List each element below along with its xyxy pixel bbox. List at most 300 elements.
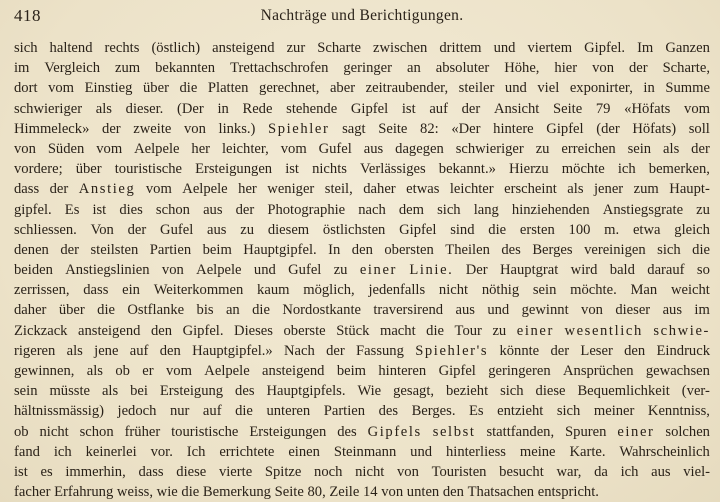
word: der	[550, 342, 570, 359]
word: jene	[94, 342, 119, 359]
word: unteren	[266, 403, 311, 420]
word: wesentlich	[564, 322, 643, 339]
word: vom	[96, 140, 123, 157]
word: einer	[359, 262, 397, 279]
word: zu	[240, 221, 255, 238]
word: zwischen	[373, 40, 428, 56]
word: nicht	[355, 463, 385, 480]
word: Gipfel	[350, 100, 389, 117]
word: ich	[617, 161, 636, 178]
word: nach	[358, 201, 386, 218]
word: sind	[450, 221, 475, 238]
word: besucht	[499, 463, 544, 480]
word: aus	[203, 201, 223, 218]
word: bezieht	[445, 383, 489, 400]
word: früher	[124, 423, 161, 440]
word: Bemerkung	[202, 484, 275, 501]
text-line	[14, 280, 710, 300]
word: über	[58, 302, 85, 319]
text-line	[14, 159, 710, 179]
word: vom	[48, 80, 75, 97]
word: und	[504, 80, 527, 97]
word: zu	[492, 322, 507, 339]
word: hintere	[493, 120, 534, 137]
word: zur	[286, 40, 306, 56]
word: der	[235, 201, 255, 218]
word: Es	[64, 201, 80, 218]
word: sich	[500, 383, 524, 400]
word: vor.	[150, 443, 173, 460]
word: nicht	[39, 423, 69, 440]
word: obersten	[384, 241, 434, 258]
word: der	[49, 181, 69, 198]
word: her	[238, 181, 257, 198]
word: Summe	[665, 80, 710, 97]
word: als	[66, 342, 83, 359]
word: möglich,	[303, 282, 355, 299]
word: schon	[79, 423, 114, 440]
word: steilsten	[90, 241, 139, 258]
word: bekannten	[155, 60, 216, 77]
word: Seite	[553, 100, 583, 117]
word: Linie.	[409, 262, 454, 279]
word: Bequemlichkeit	[577, 383, 670, 400]
word: Einstieg	[84, 80, 133, 97]
word: sein	[532, 282, 557, 299]
word: keinerlei	[85, 443, 137, 460]
word: auf	[129, 342, 149, 359]
word: an	[225, 302, 240, 319]
text-line	[14, 381, 710, 401]
word: Aelpele	[134, 140, 180, 157]
word: facher	[14, 484, 55, 501]
word: Hauptgipfels.	[266, 383, 346, 400]
word: bis	[196, 302, 214, 319]
word: Touristen	[431, 463, 487, 480]
word: weniger	[267, 181, 315, 198]
word: Ich	[186, 443, 206, 460]
word: daher	[363, 181, 396, 198]
word: aus	[363, 140, 384, 157]
word: Platten	[207, 80, 249, 97]
word: 80,	[307, 484, 330, 501]
word: dass	[14, 181, 40, 198]
word: Seite	[378, 120, 408, 137]
word: Photographie	[267, 201, 346, 218]
word: rechts	[104, 40, 140, 56]
word: schwieriger	[14, 100, 83, 117]
word: kaum	[257, 282, 290, 299]
word: Gufel	[288, 262, 322, 279]
word: des	[501, 241, 521, 258]
word: Gipfel	[438, 363, 476, 379]
word: steiler	[458, 80, 495, 97]
word: hältnissmässig)	[14, 403, 104, 420]
word: den	[159, 342, 181, 359]
word: diese	[176, 463, 207, 480]
word: hinteren	[378, 363, 427, 379]
word: gewinnen,	[14, 363, 75, 379]
word: zweite	[133, 120, 172, 137]
word: Gipfels	[367, 423, 422, 440]
word: als	[101, 383, 119, 400]
word: diese	[535, 383, 566, 400]
page-header	[14, 6, 710, 32]
word: Berges.	[411, 403, 456, 420]
word: einen	[288, 443, 320, 460]
text-line	[14, 220, 710, 240]
word: möchte	[561, 161, 605, 178]
word: sich	[14, 40, 38, 56]
word: ansteigend	[78, 322, 141, 339]
word: Partien	[323, 403, 366, 420]
text-line	[14, 300, 710, 320]
word: Süden	[47, 140, 85, 157]
word: aus	[207, 221, 227, 238]
word: des	[337, 423, 357, 440]
word: Scharte,	[662, 60, 710, 77]
word: selbst	[432, 423, 476, 440]
word: Zeile	[329, 484, 363, 501]
word: soll	[688, 120, 710, 137]
word: etwa	[632, 221, 661, 238]
word: zeitraubender,	[365, 80, 449, 97]
word: den	[351, 241, 373, 258]
word: nicht	[438, 282, 469, 299]
word: etwas	[406, 181, 440, 198]
word: Aelpele	[182, 181, 228, 198]
word: exponirter,	[569, 80, 633, 97]
word: in	[643, 80, 655, 97]
word: Berges	[532, 241, 573, 258]
word: ersten	[519, 221, 555, 238]
word: Spiehler's	[415, 342, 489, 359]
word: gerechnet,	[259, 80, 320, 97]
word: nur	[169, 403, 190, 420]
word: sein	[627, 140, 652, 157]
word: weiss,	[116, 484, 157, 501]
word: bei	[130, 383, 148, 400]
word: hinterliess	[445, 443, 506, 460]
word: Höfats)	[632, 120, 677, 137]
word: zu	[696, 201, 710, 218]
word: den	[624, 342, 646, 359]
word: Ersteigung	[159, 383, 224, 400]
word: von	[14, 140, 36, 157]
word: der	[628, 60, 648, 77]
word: noch	[314, 463, 343, 480]
word: leichter	[449, 181, 494, 198]
word: (der	[596, 120, 620, 137]
text-line	[14, 321, 710, 341]
word: stehende	[286, 100, 338, 117]
word: zu	[535, 140, 550, 157]
word: er	[142, 363, 154, 379]
word: viertem	[527, 40, 573, 56]
word: von	[581, 302, 603, 319]
word: 14	[363, 484, 382, 501]
word: immerhin,	[65, 463, 126, 480]
word: die	[97, 302, 115, 319]
word: der	[60, 241, 79, 258]
word: sein	[14, 383, 38, 400]
word: Weiterkommen	[153, 282, 244, 299]
word: Hauptgrat	[499, 262, 559, 279]
word: vom	[165, 363, 192, 379]
running-title: Nachträge und Berichtigungen.	[260, 7, 464, 24]
word: nöthig	[481, 282, 520, 299]
text-line	[14, 38, 710, 58]
word: stattfanden,	[486, 423, 555, 440]
word: Trettachschrofen	[230, 60, 329, 77]
word: wie	[156, 484, 182, 501]
word: ist	[92, 201, 107, 218]
word: Seite	[274, 484, 308, 501]
word: dass	[138, 463, 164, 480]
word: ich	[620, 463, 639, 480]
word: Gipfel	[546, 120, 584, 137]
word: (ver-	[681, 383, 710, 400]
word: zu	[333, 262, 348, 279]
word: Spitze	[264, 463, 302, 480]
word: beim	[336, 363, 367, 379]
word: (östlich)	[151, 40, 201, 56]
word: Ansicht	[493, 100, 540, 117]
word: entspricht.	[537, 484, 599, 501]
word: schwieriger	[455, 140, 524, 157]
text-line	[14, 139, 710, 159]
word: dieser	[615, 302, 651, 319]
word: ein	[122, 282, 140, 299]
page-number: 418	[14, 6, 41, 25]
word: hinziehenden	[511, 201, 590, 218]
text-line	[14, 361, 710, 381]
word: bekannt.»	[438, 161, 496, 178]
text-line	[14, 260, 710, 280]
word: weicht	[670, 282, 710, 299]
word: so	[696, 262, 710, 279]
word: der	[691, 140, 710, 157]
word: die	[235, 403, 253, 420]
word: gleich	[674, 221, 710, 238]
word: 82:	[420, 120, 439, 137]
word: 100	[568, 221, 591, 238]
word: fand	[14, 443, 40, 460]
word: meiner	[593, 403, 635, 420]
word: Man	[630, 282, 658, 299]
word: vordere;	[14, 161, 63, 178]
word: Anstiegslinien	[65, 262, 150, 279]
word: den	[150, 322, 173, 339]
word: als	[86, 363, 103, 379]
word: der	[102, 120, 121, 137]
word: daher	[14, 302, 47, 319]
word: von	[184, 120, 206, 137]
word: in	[217, 100, 229, 117]
word: dieser.	[125, 100, 164, 117]
word: gesagt,	[393, 383, 435, 400]
word: lang	[473, 201, 499, 218]
word: aus	[662, 302, 683, 319]
word: gewachsen	[645, 363, 710, 379]
word: hier	[554, 60, 578, 77]
word: Von	[90, 221, 114, 238]
text-line	[14, 119, 710, 139]
word: auf	[202, 403, 222, 420]
word: ob	[14, 423, 29, 440]
text-line	[14, 58, 710, 78]
word: Steinmann	[333, 443, 397, 460]
word: Gufel	[318, 140, 352, 157]
word: die	[179, 80, 198, 97]
word: Aelpele	[204, 363, 250, 379]
word: wird	[570, 262, 598, 279]
word: ist	[401, 100, 416, 117]
word: Gipfel.	[584, 40, 626, 56]
word: ich	[53, 443, 72, 460]
word: ansteigend	[212, 40, 275, 56]
word: an	[406, 60, 421, 77]
word: Anstiegsgrate	[602, 201, 684, 218]
word: könnte	[499, 342, 540, 359]
word: Himmeleck»	[14, 120, 90, 137]
word: vom	[280, 140, 307, 157]
word: schliessen.	[14, 221, 77, 238]
word: Tour	[454, 322, 482, 339]
word: von	[592, 60, 614, 77]
word: auf	[429, 100, 448, 117]
word: Thatsachen	[467, 484, 538, 501]
word: Rede	[242, 100, 273, 117]
word: ist	[14, 463, 28, 480]
text-line	[14, 442, 710, 462]
word: Ansprüchen	[562, 363, 634, 379]
word: den	[442, 484, 468, 501]
word: Kenntniss,	[647, 403, 710, 420]
word: schwie-	[653, 322, 710, 339]
word: geringer	[343, 60, 392, 77]
word: ob	[115, 363, 130, 379]
word: Der	[465, 262, 488, 279]
word: war,	[556, 463, 582, 480]
word: von	[161, 262, 184, 279]
word: viel-	[683, 463, 710, 480]
word: der	[326, 342, 345, 359]
word: zum	[115, 60, 141, 77]
text-line	[14, 482, 710, 502]
word: Spuren	[565, 423, 607, 440]
word: sich	[437, 201, 461, 218]
word: aber	[329, 80, 356, 97]
word: sagt	[342, 120, 366, 137]
word: Nach	[284, 342, 315, 359]
body-text	[14, 38, 710, 502]
word: Zickzack	[14, 322, 68, 339]
word: Anstieg	[78, 181, 136, 198]
word: die	[488, 221, 507, 238]
word: aus	[455, 302, 475, 319]
word: viel	[537, 80, 560, 97]
word: sich	[556, 403, 581, 420]
word: dort	[14, 80, 38, 97]
word: und	[253, 262, 276, 279]
word: im	[14, 60, 30, 77]
word: von	[381, 484, 407, 501]
word: (Der	[177, 100, 204, 117]
text-line	[14, 99, 710, 119]
word: Scharte	[317, 40, 361, 56]
word: Ersteigungen	[249, 423, 327, 440]
word: als	[663, 140, 680, 157]
word: sich	[657, 241, 681, 258]
word: der	[461, 100, 481, 117]
word: vereinigen	[584, 241, 646, 258]
word: In	[328, 241, 341, 258]
word: über	[75, 161, 102, 178]
word: Ganzen	[665, 40, 710, 56]
word: Spiehler	[268, 120, 330, 137]
word: diesem	[267, 221, 310, 238]
word: solchen	[665, 423, 710, 440]
word: die	[252, 302, 270, 319]
word: meine	[519, 443, 556, 460]
text-line	[14, 179, 710, 199]
word: dagegen	[395, 140, 444, 157]
word: Erfahrung	[54, 484, 117, 501]
word: Nordostkante	[282, 302, 361, 319]
text-line	[14, 240, 710, 260]
word: «Der	[451, 120, 481, 137]
word: macht	[379, 322, 416, 339]
word: die	[692, 241, 710, 258]
word: vom	[145, 181, 172, 198]
word: und	[493, 40, 516, 56]
text-line	[14, 78, 710, 98]
word: leichter,	[221, 140, 269, 157]
word: traversirend	[373, 302, 444, 319]
word: des	[378, 403, 399, 420]
word: «Höfats	[624, 100, 671, 117]
word: die	[426, 322, 445, 339]
word: touristische	[171, 423, 239, 440]
word: Gufel	[160, 221, 194, 238]
word: dem	[398, 201, 425, 218]
word: Gipfel.	[182, 322, 224, 339]
word: oberste	[283, 322, 326, 339]
word: Hauptgipfel.»	[192, 342, 273, 359]
word: jedoch	[117, 403, 157, 420]
word: ist	[285, 161, 299, 178]
word: Leser	[580, 342, 613, 359]
word: dass	[83, 282, 109, 299]
word: einer	[516, 322, 554, 339]
word: Stück	[336, 322, 370, 339]
word: bald	[609, 262, 635, 279]
word: darauf	[647, 262, 685, 279]
word: Wahrscheinlich	[619, 443, 710, 460]
word: Eindruck	[656, 342, 710, 359]
word: dies	[119, 201, 143, 218]
word: des	[235, 383, 255, 400]
text-line	[14, 200, 710, 220]
text-line	[14, 401, 710, 421]
word: steil,	[324, 181, 353, 198]
word: über	[143, 80, 169, 97]
word: zum	[633, 181, 659, 198]
word: Hauptgipfel.	[243, 241, 317, 258]
word: her	[191, 140, 211, 157]
word: schon	[155, 201, 190, 218]
